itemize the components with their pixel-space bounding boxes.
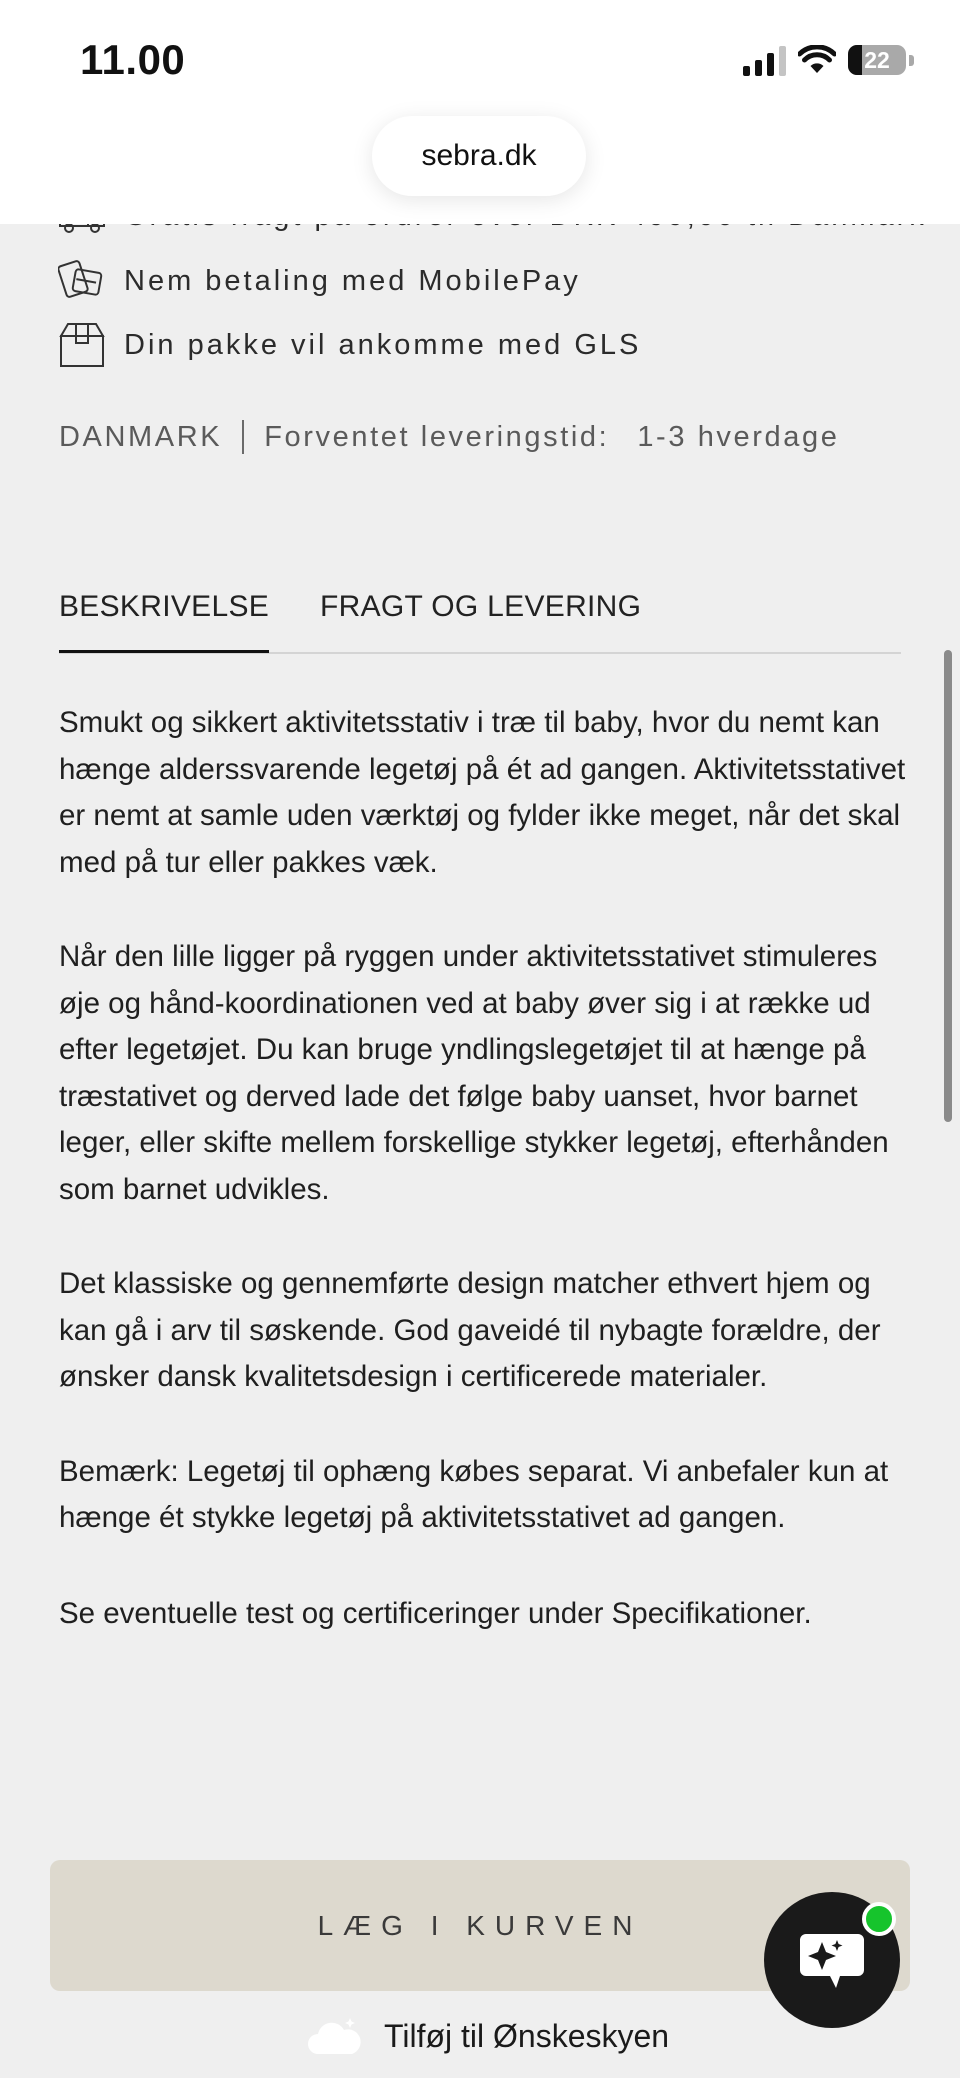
mobilepay-row [58, 256, 581, 306]
package-box-icon [58, 321, 106, 369]
description-paragraph: Det klassiske og gennemførte design matcher ethvert hjem og kan gå i arv til søskende. God gaveidé til nybagte forældre, der ønsker dansk kvalitetsdesign i certificerede materialer. [59, 1267, 881, 1393]
product-description [59, 700, 909, 1685]
description-paragraph: Smukt og sikkert aktivitetsstativ i træ til baby, hvor du nemt kan hænge alderssvarende legetøj på ét ad gangen. Aktivitetsstativet er nemt at samle uden værktøj og fylder ikke meget, når det skal med på tur eller pakkes væk. [59, 706, 906, 879]
wifi-icon [798, 45, 836, 75]
payment-cards-icon [58, 257, 106, 305]
tab-shipping-delivery[interactable]: FRAGT OG LEVERING [320, 590, 642, 623]
status-time: 11.00 [80, 36, 186, 83]
product-tabs [59, 590, 901, 654]
status-icons [743, 40, 914, 80]
url-text: sebra.dk [421, 139, 537, 172]
gls-text: Din pakke vil ankomme med GLS [124, 328, 642, 361]
battery-nub [909, 55, 914, 66]
chat-sparkle-icon [792, 1920, 872, 2000]
battery-level: 22 [864, 46, 890, 73]
delivery-estimate [59, 420, 839, 454]
top-bar [0, 0, 960, 224]
add-to-wishlist-button[interactable] [306, 2008, 669, 2064]
delivery-country: DANMARK [59, 420, 223, 453]
gls-row [58, 320, 641, 370]
delivery-days: 1-3 hverdage [637, 420, 840, 453]
wishlist-label: Tilføj til Ønskeskyen [384, 2017, 670, 2054]
description-paragraph: Når den lille ligger på ryggen under aktivitetsstativet stimuleres øje og hånd-koordinationen ved at baby øver sig i at række ud efter legetøjet. Du kan bruge yndlingslegetøjet til at hænge på træstativet og derved lade det følge baby uanset, hvor barnet leger, eller skifte mellem forskellige stykker legetøj, efterhånden som barnet udvikles. [59, 940, 889, 1206]
url-bar[interactable] [372, 116, 586, 196]
online-status-dot [862, 1902, 896, 1936]
add-to-cart-button[interactable]: LÆG I KURVEN [50, 1860, 910, 1991]
description-paragraph: Bemærk: Legetøj til ophæng købes separat. Vi anbefaler kun at hænge ét stykke legetøj på aktivitetsstativet ad gangen. [59, 1454, 889, 1534]
battery-icon [848, 45, 906, 75]
delivery-label: Forventet leveringstid: [264, 420, 610, 453]
tab-description[interactable]: BESKRIVELSE [59, 590, 269, 650]
cellular-signal-icon [743, 44, 786, 76]
cloud-icon [306, 2016, 362, 2056]
delivery-separator [242, 420, 244, 454]
description-paragraph: Se eventuelle test og certificeringer under Specifikationer. [59, 1596, 812, 1630]
page-scrollbar[interactable] [944, 650, 952, 1122]
mobilepay-text: Nem betaling med MobilePay [124, 264, 581, 297]
